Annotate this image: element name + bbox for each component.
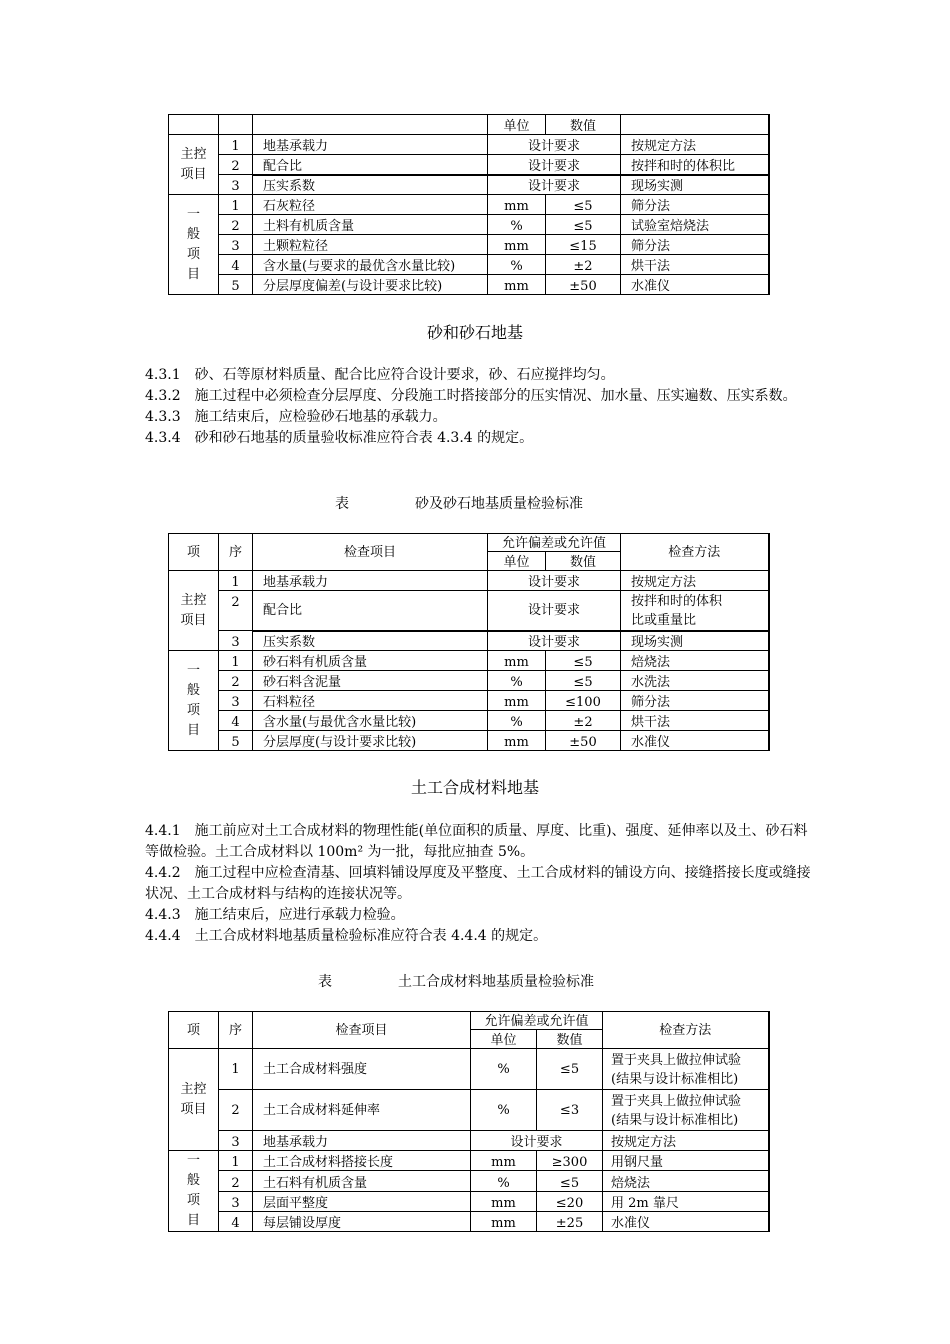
check-method: 筛分法 (621, 235, 769, 255)
check-item: 土石料有机质含量 (253, 1171, 471, 1191)
design-req: 设计要求 (488, 631, 621, 651)
check-item: 砂石料有机质含量 (253, 651, 488, 671)
section-heading: 砂和砂石地基 (426, 323, 523, 342)
check-item: 地基承载力 (253, 135, 488, 155)
clause-number: 4.4.1 (145, 823, 181, 839)
check-method: 现场实测 (621, 175, 769, 195)
clause-text: 砂、石等原材料质量、配合比应符合设计要求，砂、石应搅拌均匀。 (194, 367, 615, 383)
check-item: 每层铺设厚度 (253, 1211, 471, 1231)
check-method: 现场实测 (621, 631, 769, 651)
unit-cell: mm (471, 1191, 537, 1211)
row-no: 2 (219, 155, 253, 175)
value-cell: ±50 (546, 731, 621, 751)
unit-cell: % (488, 711, 546, 731)
row-no: 2 (219, 1171, 253, 1191)
col-no-header: 序 (219, 534, 253, 571)
row-no: 2 (219, 1090, 253, 1131)
value-header: 数值 (546, 552, 621, 571)
value-cell: ±50 (546, 275, 621, 295)
unit-cell: mm (471, 1151, 537, 1171)
clause-number: 4.3.3 (145, 409, 181, 425)
paragraph (145, 821, 813, 863)
section-paragraphs (145, 821, 813, 947)
method-line: 按拌和时的体积 (631, 593, 723, 609)
row-no: 2 (219, 215, 253, 235)
clause-text: 施工结束后，应进行承载力检验。 (194, 907, 405, 923)
check-method: 用钢尺量 (603, 1151, 769, 1171)
method-line: 置于夹具上做拉伸试验 (611, 1094, 742, 1109)
check-item: 配合比 (253, 591, 488, 631)
unit-cell: mm (488, 275, 546, 295)
main-control-group: 主控项目 (169, 1049, 219, 1151)
section-heading: 土工合成材料地基 (410, 778, 539, 797)
check-method: 水准仪 (621, 275, 769, 295)
check-item: 土工合成材料搭接长度 (253, 1151, 471, 1171)
row-no: 3 (219, 1191, 253, 1211)
unit-cell: mm (488, 651, 546, 671)
unit-header: 单位 (488, 115, 546, 135)
check-method: 试验室焙烧法 (621, 215, 769, 235)
clause-text: 施工过程中应检查清基、回填料铺设厚度及平整度、土工合成材料的铺设方向、接缝搭接长度或缝接状况、土工合成材料与结构的连接状况等。 (145, 865, 811, 902)
value-cell: ±25 (537, 1211, 603, 1231)
general-group: 一般项目 (169, 651, 219, 751)
check-item: 石料粒径 (253, 691, 488, 711)
row-no: 1 (219, 651, 253, 671)
value-cell: ≤15 (546, 235, 621, 255)
col-method-header: 检查方法 (621, 534, 769, 571)
col-check-header: 检查项目 (253, 1012, 471, 1049)
unit-cell: % (488, 215, 546, 235)
value-cell: ≥300 (537, 1151, 603, 1171)
allowance-header: 允许偏差或允许值 (471, 1012, 603, 1030)
check-item: 土工合成材料强度 (253, 1049, 471, 1090)
check-method (621, 591, 769, 631)
clause-text: 施工前应对土工合成材料的物理性能(单位面积的质量、厚度、比重)、强度、延伸率以及土、砂石料等做检验。土工合成材料以 100m² 为一批，每批应抽查 5%。 (145, 823, 808, 860)
unit-header: 单位 (488, 552, 546, 571)
col-item-header: 项 (169, 534, 219, 571)
row-no: 4 (219, 1211, 253, 1231)
unit-cell: mm (488, 731, 546, 751)
paragraph (145, 386, 813, 407)
check-item: 配合比 (253, 155, 488, 175)
unit-cell: mm (471, 1211, 537, 1231)
clause-text: 土工合成材料地基质量检验标准应符合表 4.4.4 的规定。 (194, 928, 548, 944)
design-req: 设计要求 (488, 591, 621, 631)
check-item: 层面平整度 (253, 1191, 471, 1211)
check-item: 土颗粒粒径 (253, 235, 488, 255)
clause-number: 4.3.4 (145, 430, 181, 446)
design-req: 设计要求 (488, 571, 621, 591)
row-no: 4 (219, 255, 253, 275)
paragraph (145, 407, 813, 428)
check-method: 焙烧法 (603, 1171, 769, 1191)
allowance-header: 允许偏差或允许值 (488, 534, 621, 552)
check-method: 水准仪 (603, 1211, 769, 1231)
table-caption-prefix: 表 (335, 496, 349, 512)
check-method: 水准仪 (621, 731, 769, 751)
check-method: 烘干法 (621, 255, 769, 275)
table-caption-title: 土工合成材料地基质量检验标准 (398, 974, 594, 990)
clause-number: 4.3.2 (145, 388, 181, 404)
value-cell: ≤20 (537, 1191, 603, 1211)
unit-cell: % (488, 671, 546, 691)
unit-header: 单位 (471, 1030, 537, 1049)
check-method (603, 1090, 769, 1131)
row-no: 1 (219, 135, 253, 155)
value-cell: ≤3 (537, 1090, 603, 1131)
check-item: 地基承载力 (253, 1131, 471, 1151)
check-item: 含水量(与最优含水量比较) (253, 711, 488, 731)
row-no: 1 (219, 1049, 253, 1090)
row-no: 5 (219, 731, 253, 751)
row-no: 3 (219, 235, 253, 255)
value-cell: ≤5 (546, 651, 621, 671)
value-cell: ±2 (546, 255, 621, 275)
clause-number: 4.4.4 (145, 928, 181, 944)
check-item: 砂石料含泥量 (253, 671, 488, 691)
check-item: 地基承载力 (253, 571, 488, 591)
check-item: 分层厚度偏差(与设计要求比较) (253, 275, 488, 295)
check-item: 土工合成材料延伸率 (253, 1090, 471, 1131)
col-check-header: 检查项目 (253, 534, 488, 571)
value-header: 数值 (537, 1030, 603, 1049)
row-no: 1 (219, 195, 253, 215)
general-group: 一般项目 (169, 195, 219, 295)
design-req: 设计要求 (488, 155, 621, 175)
col-item-header: 项 (169, 1012, 219, 1049)
check-item: 含水量(与要求的最优含水量比较) (253, 255, 488, 275)
paragraph (145, 926, 813, 947)
method-line: (结果与设计标准相比) (611, 1072, 739, 1087)
check-item: 分层厚度(与设计要求比较) (253, 731, 488, 751)
check-method: 焙烧法 (621, 651, 769, 671)
paragraph (145, 365, 813, 386)
row-no: 1 (219, 571, 253, 591)
design-req: 设计要求 (488, 135, 621, 155)
unit-cell: mm (488, 235, 546, 255)
unit-cell: % (488, 255, 546, 275)
paragraph (145, 863, 813, 905)
row-no: 3 (219, 1131, 253, 1151)
value-cell: ≤100 (546, 691, 621, 711)
unit-cell: % (471, 1090, 537, 1131)
row-no: 3 (219, 175, 253, 195)
clause-text: 施工过程中必须检查分层厚度、分段施工时搭接部分的压实情况、加水量、压实遍数、压实系数。 (194, 388, 797, 404)
unit-cell: mm (488, 691, 546, 711)
unit-cell: mm (488, 195, 546, 215)
row-no: 2 (219, 591, 253, 631)
clause-number: 4.4.3 (145, 907, 181, 923)
col-no-header: 序 (219, 1012, 253, 1049)
check-method: 用 2m 靠尺 (603, 1191, 769, 1211)
check-method: 筛分法 (621, 195, 769, 215)
value-cell: ≤5 (546, 195, 621, 215)
row-no: 5 (219, 275, 253, 295)
check-method: 按规定方法 (621, 135, 769, 155)
main-control-group: 主控项目 (169, 135, 219, 195)
clause-text: 砂和砂石地基的质量验收标准应符合表 4.3.4 的规定。 (194, 430, 534, 446)
row-no: 1 (219, 1151, 253, 1171)
method-line: (结果与设计标准相比) (611, 1113, 739, 1128)
row-no: 3 (219, 631, 253, 651)
value-cell: ≤5 (546, 215, 621, 235)
section-paragraphs (145, 365, 813, 449)
value-cell: ≤5 (537, 1171, 603, 1191)
clause-number: 4.4.2 (145, 865, 181, 881)
check-method (603, 1049, 769, 1090)
unit-cell: % (471, 1171, 537, 1191)
geosynthetic-table (168, 1011, 770, 1232)
row-no: 3 (219, 691, 253, 711)
lime-soil-table (168, 114, 770, 295)
method-line: 置于夹具上做拉伸试验 (611, 1053, 742, 1068)
check-method: 按规定方法 (621, 571, 769, 591)
check-item: 压实系数 (253, 631, 488, 651)
col-method-header: 检查方法 (603, 1012, 769, 1049)
sand-gravel-table (168, 533, 770, 751)
check-item: 压实系数 (253, 175, 488, 195)
value-cell: ±2 (546, 711, 621, 731)
row-no: 4 (219, 711, 253, 731)
main-control-group: 主控项目 (169, 571, 219, 651)
design-req: 设计要求 (488, 175, 621, 195)
check-item: 石灰粒径 (253, 195, 488, 215)
check-method: 烘干法 (621, 711, 769, 731)
value-cell: ≤5 (537, 1049, 603, 1090)
check-method: 按规定方法 (603, 1131, 769, 1151)
check-method: 筛分法 (621, 691, 769, 711)
paragraph (145, 428, 813, 449)
table-caption-prefix: 表 (318, 974, 332, 990)
row-no: 2 (219, 671, 253, 691)
value-header: 数值 (546, 115, 621, 135)
table-caption-title: 砂及砂石地基质量检验标准 (415, 496, 583, 512)
general-group: 一般项目 (169, 1151, 219, 1232)
check-method: 水洗法 (621, 671, 769, 691)
clause-text: 施工结束后，应检验砂石地基的承载力。 (194, 409, 447, 425)
check-item: 土料有机质含量 (253, 215, 488, 235)
check-method: 按拌和时的体积比 (621, 155, 769, 175)
design-req: 设计要求 (471, 1131, 603, 1151)
value-cell: ≤5 (546, 671, 621, 691)
paragraph (145, 905, 813, 926)
unit-cell: % (471, 1049, 537, 1090)
clause-number: 4.3.1 (145, 367, 181, 383)
method-line: 比或重量比 (631, 612, 697, 628)
